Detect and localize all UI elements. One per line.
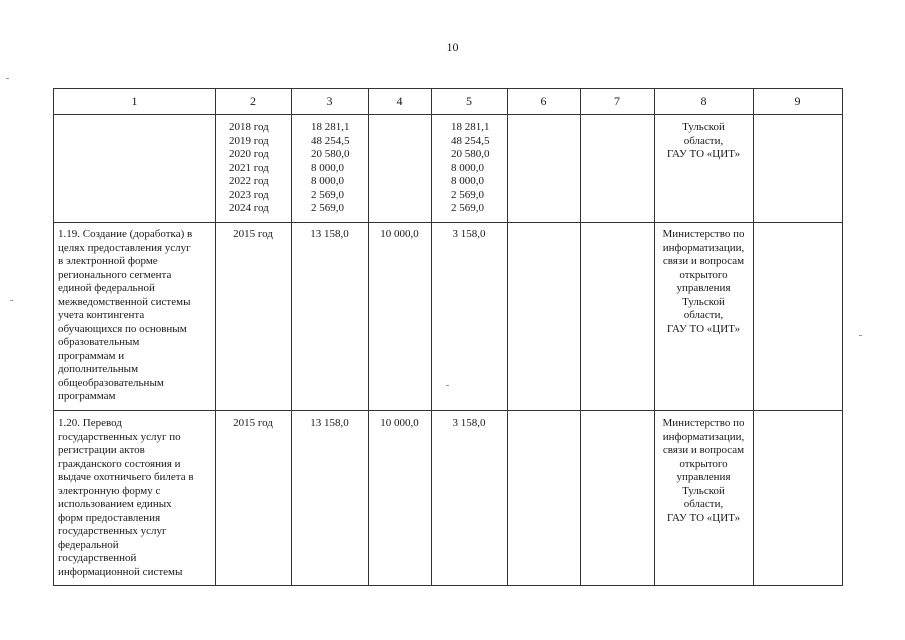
amount-value: 8 000,0 <box>311 161 344 174</box>
executor-line: информатизации, <box>662 430 745 443</box>
description-line: информационной системы <box>58 565 183 578</box>
year-label: 2018 год <box>229 121 269 133</box>
scan-speck <box>446 385 449 386</box>
header-col-4: 4 <box>396 94 403 108</box>
row-rule <box>54 410 842 411</box>
header-col-8: 8 <box>700 94 707 108</box>
description-line: дополнительным <box>58 363 139 375</box>
year-label: 2020 год <box>229 148 269 160</box>
description-line: регионального сегмента <box>58 268 172 281</box>
amount-value: 20 580,0 <box>451 148 490 160</box>
year-label: 2023 год <box>229 188 269 201</box>
executor-line: Тульской <box>682 121 725 133</box>
row-1-20-col5: 3 158,0 <box>452 417 486 429</box>
header-col-7: 7 <box>614 94 620 108</box>
column-rule <box>291 89 292 585</box>
executor-line: ГАУ ТО «ЦИТ» <box>666 511 741 524</box>
description-line: межведомственной системы <box>58 295 191 308</box>
amount-value: 48 254,5 <box>311 134 350 147</box>
amount-value: 18 281,1 <box>451 121 490 133</box>
amount-value: 2 569,0 <box>311 202 344 214</box>
amount-value: 48 254,5 <box>451 134 490 147</box>
executor-line: открытого <box>679 268 728 281</box>
description-line: гражданского состояния и <box>58 457 181 470</box>
column-rule <box>507 89 508 585</box>
description-line: электронную форму с <box>58 484 161 497</box>
executor-line: управления <box>676 471 731 483</box>
executor-line: управления <box>676 282 731 294</box>
year-label: 2024 год <box>229 202 269 214</box>
description-line: общеобразовательным <box>58 376 164 389</box>
row-a-col5-funding <box>451 121 507 216</box>
executor-line: связи и вопросам <box>662 255 745 267</box>
column-rule <box>368 89 369 585</box>
row-a-executor <box>654 121 753 162</box>
header-col-9: 9 <box>794 94 801 108</box>
row-1-19-year: 2015 год <box>233 228 273 240</box>
description-line: программам и <box>58 349 125 362</box>
amount-value: 2 569,0 <box>451 202 484 214</box>
page-number: 10 <box>446 40 459 54</box>
description-line: в электронной форме <box>58 255 158 267</box>
description-line: учета контингента <box>58 309 145 321</box>
executor-line: области, <box>683 498 724 510</box>
executor-line: информатизации, <box>662 241 745 254</box>
description-line: использованием единых <box>58 498 172 510</box>
scan-speck <box>10 300 13 301</box>
amount-value: 2 569,0 <box>311 188 344 201</box>
row-rule <box>54 222 842 223</box>
executor-line: Министерство по <box>662 228 745 240</box>
column-rule <box>215 89 216 585</box>
description-line: государственной <box>58 552 137 564</box>
row-1-20-description <box>58 417 211 579</box>
description-line: 1.20. Перевод <box>58 417 122 429</box>
amount-value: 8 000,0 <box>451 175 484 187</box>
executor-line: ГАУ ТО «ЦИТ» <box>666 322 741 335</box>
column-rule <box>580 89 581 585</box>
year-label: 2019 год <box>229 134 269 147</box>
header-rule <box>54 114 842 115</box>
column-rule <box>431 89 432 585</box>
header-col-2: 2 <box>250 94 256 108</box>
row-1-19-total: 13 158,0 <box>310 228 349 240</box>
description-line: регистрации актов <box>58 444 145 456</box>
description-line: программам <box>58 390 116 402</box>
executor-line: ГАУ ТО «ЦИТ» <box>666 148 741 160</box>
description-line: единой федеральной <box>58 282 155 294</box>
year-label: 2022 год <box>229 175 269 187</box>
row-1-19-col5: 3 158,0 <box>452 228 486 240</box>
executor-line: области, <box>683 134 724 147</box>
row-1-20-year: 2015 год <box>233 417 273 429</box>
header-col-3: 3 <box>326 94 333 108</box>
amount-value: 8 000,0 <box>451 161 484 174</box>
row-1-20-total: 13 158,0 <box>310 417 349 429</box>
row-1-19-col4: 10 000,0 <box>380 228 419 240</box>
executor-line: Тульской <box>682 295 725 308</box>
executor-line: Министерство по <box>662 417 745 429</box>
amount-value: 18 281,1 <box>311 121 350 133</box>
description-line: образовательным <box>58 336 140 348</box>
description-line: выдаче охотничьего билета в <box>58 471 194 483</box>
description-line: 1.19. Создание (доработка) в <box>58 228 193 240</box>
row-a-years <box>229 121 289 216</box>
description-line: государственных услуг по <box>58 430 181 443</box>
row-1-20-col4: 10 000,0 <box>380 417 419 429</box>
row-1-19-description <box>58 228 211 404</box>
header-col-6: 6 <box>540 94 547 108</box>
scan-speck <box>859 335 862 336</box>
header-col-1: 1 <box>131 94 138 108</box>
description-line: обучающихся по основным <box>58 322 187 335</box>
executor-line: области, <box>683 309 724 321</box>
executor-line: связи и вопросам <box>662 444 745 456</box>
description-line: государственных услуг <box>58 525 167 537</box>
executor-line: открытого <box>679 457 728 470</box>
row-a-total-funding <box>311 121 367 216</box>
header-col-5: 5 <box>466 94 472 108</box>
description-line: целях предоставления услуг <box>58 241 191 254</box>
amount-value: 20 580,0 <box>311 148 350 160</box>
program-table <box>53 88 843 586</box>
description-line: форм предоставления <box>58 511 161 524</box>
row-1-20-executor <box>654 417 753 525</box>
amount-value: 8 000,0 <box>311 175 344 187</box>
year-label: 2021 год <box>229 161 269 174</box>
column-rule <box>753 89 754 585</box>
row-1-19-executor <box>654 228 753 336</box>
executor-line: Тульской <box>682 484 725 497</box>
description-line: федеральной <box>58 538 119 551</box>
scan-speck <box>6 78 9 79</box>
amount-value: 2 569,0 <box>451 188 484 201</box>
